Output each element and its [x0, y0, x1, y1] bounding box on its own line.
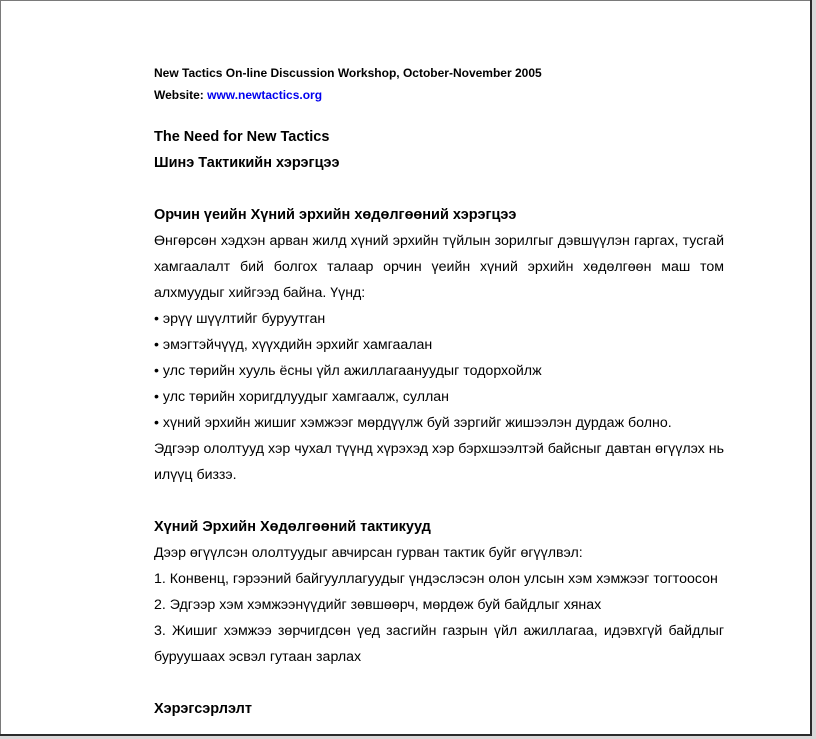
bullet-item: • улс төрийн хоригдлуудыг хамгаалж, суллан: [154, 389, 449, 405]
numbered-item: 1. Конвенц, гэрээний байгууллагуудыг үндэслэсэн олон улсын хэм хэмжээг тогтоосон: [154, 571, 718, 587]
section-closing-paragraph: Эдгээр ололтууд хэр чухал түүнд хүрэхэд хэр бэрхшээлтэй байсныг давтан өгүүлэх нь илүүц биззэ.: [154, 441, 724, 483]
english-title: The Need for New Tactics: [154, 129, 330, 145]
section-heading-tactics: Хүний Эрхийн Хөдөлгөөний тактикууд: [154, 519, 431, 535]
viewer-gutter-right: [812, 0, 816, 739]
bullet-item: • хүний эрхийн жишиг хэмжээг мөрдүүлж буй зэргийг жишээлэн дурдаж болно.: [154, 415, 672, 431]
workshop-header: New Tactics On-line Discussion Workshop, October-November 2005: [154, 66, 542, 80]
section-heading-movement-need: Орчин үеийн Хүний эрхийн хөдөлгөөний хэрэгцээ: [154, 207, 517, 223]
website-link[interactable]: www.newtactics.org: [207, 88, 323, 102]
section-intro-paragraph: Өнгөрсөн хэдхэн арван жилд хүний эрхийн түйлын зорилгыг дэвшүүлэн гаргах, тусгай хамгаалалт бий болгох талаар орчин үеийн хүний эрхийн хөдөлгөөн маш том алхмуудыг хийгээд байна. Үүнд:: [154, 233, 724, 301]
tactics-intro: Дээр өгүүлсэн ололтуудыг авчирсан гурван тактик буйг өгүүлвэл:: [154, 545, 583, 561]
numbered-item: 3. Жишиг хэмжээ зөрчигдсөн үед засгийн газрын үйл ажиллагаа, идэвхгүй байдлыг буруушаах эсвэл гутаан зарлах: [154, 623, 724, 665]
bullet-item: • эрүү шүүлтийг буруутган: [154, 311, 326, 327]
section-heading-cutoff: Хэрэгсэрлэлт: [154, 701, 252, 717]
numbered-item: 2. Эдгээр хэм хэмжээнүүдийг зөвшөөрч, мөрдөж буй байдлыг хянах: [154, 597, 602, 613]
bullet-item: • эмэгтэйчүүд, хүүхдийн эрхийг хамгаалан: [154, 337, 433, 353]
document-content: [154, 62, 724, 722]
mongolian-title: Шинэ Тактикийн хэрэгцээ: [154, 155, 340, 171]
website-line: [154, 84, 724, 106]
website-label: Website:: [154, 88, 204, 102]
bullet-item: • улс төрийн хууль ёсны үйл ажиллагаануудыг тодорхойлж: [154, 363, 542, 379]
